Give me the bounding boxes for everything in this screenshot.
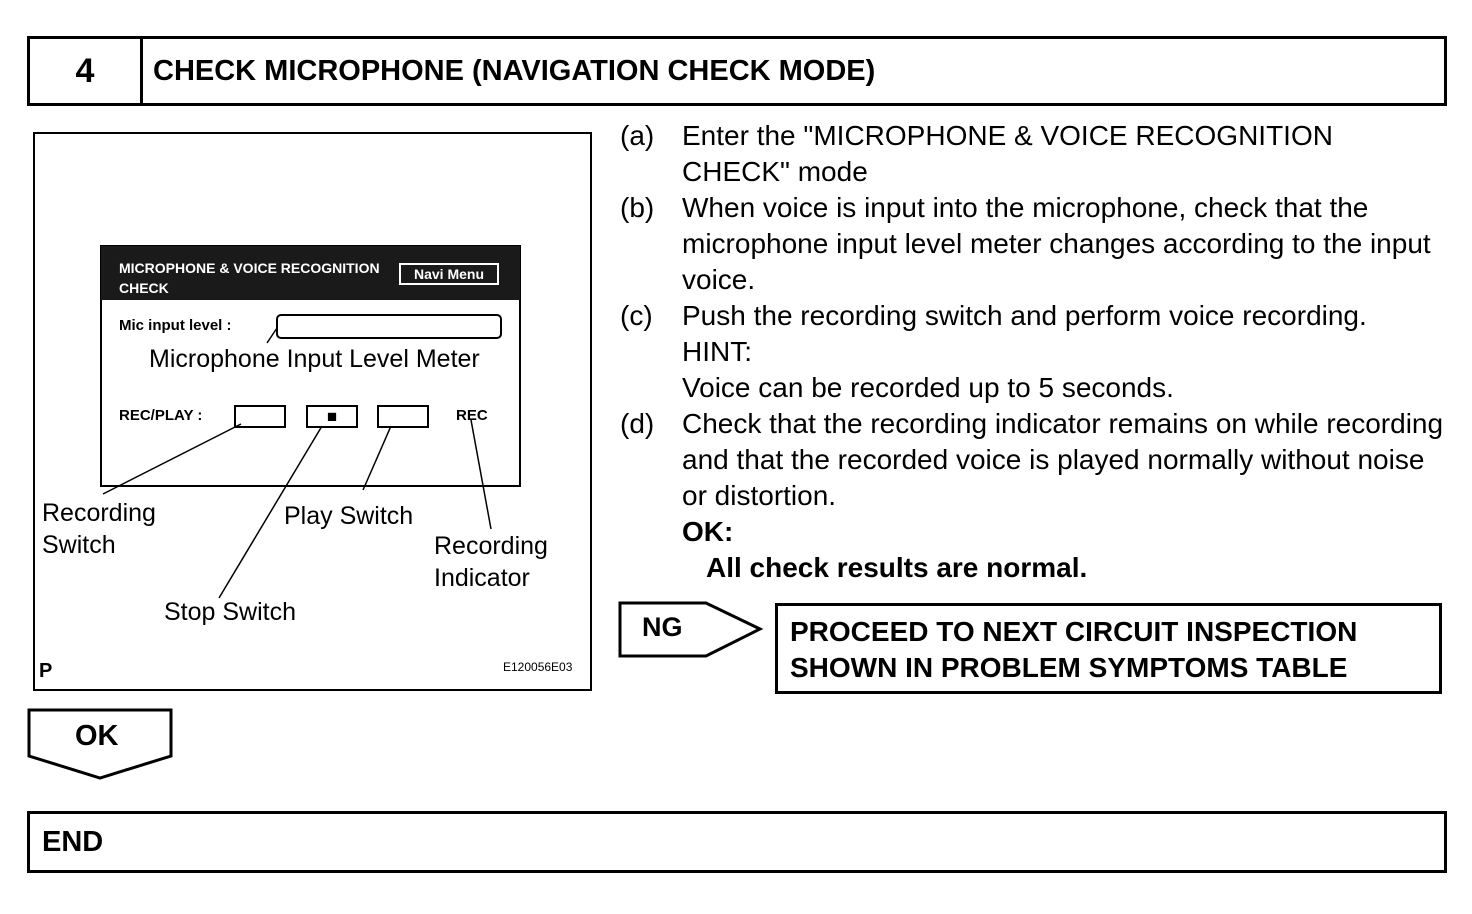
step-title: CHECK MICROPHONE (NAVIGATION CHECK MODE) [153,55,876,87]
leader-rec-indicator [471,420,491,529]
item-c-label: (c) [620,300,653,331]
item-c-text: Push the recording switch and perform voice recording. [682,300,1367,331]
item-a-label: (a) [620,120,655,151]
recording-switch-callout-1: Recording [42,499,156,527]
step-number: 4 [30,39,143,103]
leader-level-meter [267,328,277,343]
recording-switch-callout-2: Switch [42,531,116,559]
end-box [27,811,1447,873]
item-a-text: Enter the "MICROPHONE & VOICE RECOGNITION CHECK" mode [682,120,1333,187]
rec-play-label: REC/PLAY : [119,407,203,424]
screen-header [101,246,520,300]
play-switch-box [378,406,428,427]
item-b-label: (b) [620,192,655,223]
mic-input-label: Mic input level : [119,317,232,334]
leader-record-switch [103,424,241,494]
ok-heading: OK: [682,516,734,547]
recording-indicator-callout-1: Recording [434,532,548,560]
ng-result-text: PROCEED TO NEXT CIRCUIT INSPECTION SHOWN IN PROBLEM SYMPTOMS TABLE [790,616,1358,683]
hint-text: Voice can be recorded up to 5 seconds. [682,372,1174,403]
ng-result-box [775,603,1442,694]
ok-criteria: All check results are normal. [706,552,1088,583]
hint-label: HINT: [682,336,752,367]
rec-indicator: REC [456,407,488,424]
leader-play-switch [363,426,391,490]
recording-indicator-callout-2: Indicator [434,564,530,592]
navi-menu-button: Navi Menu [399,263,499,285]
ng-label: NG [642,612,683,642]
item-d-text: Check that the recording indicator remains on while recording and that the recorded voice is played normally without noise or distortion. [682,408,1444,511]
ok-label: OK [75,720,119,752]
item-d-label: (d) [620,408,655,439]
stop-switch-callout: Stop Switch [164,598,297,626]
stop-icon: ■ [326,407,338,426]
item-b-text: When voice is input into the microphone, check that the microphone input level meter changes according to the input voice. [682,192,1431,295]
figure-corner-mark: P [39,660,53,682]
play-switch-callout: Play Switch [284,502,414,530]
record-switch-box [235,406,285,427]
step-header [27,36,1447,106]
screen-title: MICROPHONE & VOICE RECOGNITION CHECK [119,260,380,296]
end-label: END [42,826,104,858]
mic-level-meter [277,315,501,338]
figure-code: E120056E03 [503,660,573,674]
level-meter-callout: Microphone Input Level Meter [149,345,480,373]
ng-arrow-icon [618,601,768,659]
